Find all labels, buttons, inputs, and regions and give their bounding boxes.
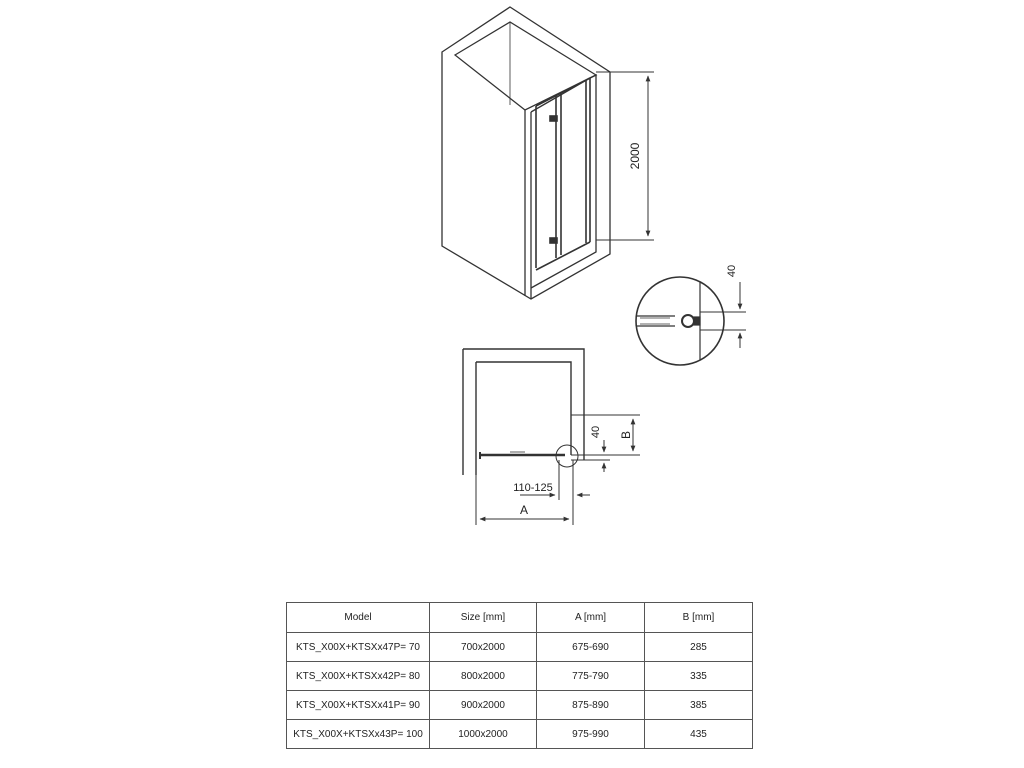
table-header-row (287, 603, 753, 633)
plan-view (463, 349, 584, 475)
header-a: A [mm] (537, 603, 645, 633)
cell-a: 675-690 (537, 633, 645, 662)
header-b: B [mm] (645, 603, 753, 633)
plan-dimensions (476, 415, 640, 525)
cell-size: 800x2000 (430, 662, 537, 691)
plan-width-label: A (519, 503, 529, 517)
cell-a: 975-990 (537, 720, 645, 749)
detail-offset-label: 40 (726, 264, 738, 278)
cell-model: KTS_X00X+KTSXx43P= 100 (287, 720, 430, 749)
table-row (287, 720, 753, 749)
table-row (287, 662, 753, 691)
cell-size: 1000x2000 (430, 720, 537, 749)
hinge-range-label: 110-125 (513, 482, 553, 494)
enclosure-outline (442, 7, 610, 299)
enclosure-inner-top (455, 22, 596, 110)
height-dimension (596, 72, 654, 240)
hinge-top (550, 116, 557, 121)
cell-model: KTS_X00X+KTSXx42P= 80 (287, 662, 430, 691)
cell-a: 875-890 (537, 691, 645, 720)
cell-model: KTS_X00X+KTSXx47P= 70 (287, 633, 430, 662)
cell-size: 900x2000 (430, 691, 537, 720)
folding-door-iso (536, 78, 590, 270)
cell-b: 335 (645, 662, 753, 691)
plan-inner-wall (476, 362, 571, 475)
spec-table (286, 602, 753, 749)
plan-depth-label: B (619, 430, 633, 440)
plan-offset-label: 40 (590, 425, 602, 439)
isometric-view (442, 7, 610, 299)
cell-b: 385 (645, 691, 753, 720)
header-model: Model (287, 603, 430, 633)
header-size: Size [mm] (430, 603, 537, 633)
height-label: 2000 (628, 142, 642, 170)
cell-a: 775-790 (537, 662, 645, 691)
cell-size: 700x2000 (430, 633, 537, 662)
table-row (287, 633, 753, 662)
detail-hinge (682, 315, 694, 327)
cell-b: 435 (645, 720, 753, 749)
cell-b: 285 (645, 633, 753, 662)
hinge-bottom (550, 238, 557, 243)
table-row (287, 691, 753, 720)
detail-view (630, 270, 724, 380)
cell-model: KTS_X00X+KTSXx41P= 90 (287, 691, 430, 720)
